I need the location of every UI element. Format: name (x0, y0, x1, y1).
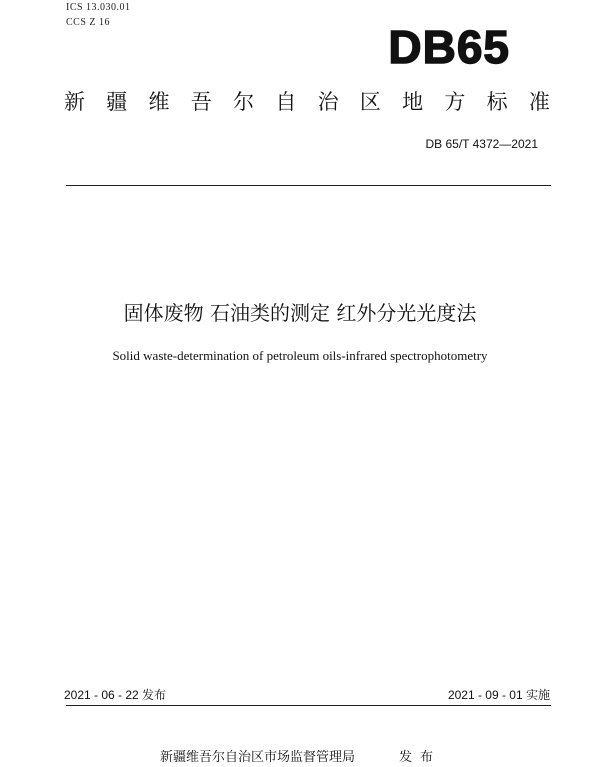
bottom-divider (66, 705, 551, 706)
standard-type-char: 吾 (190, 90, 212, 114)
document-title-english: Solid waste-determination of petroleum oils-infrared spectrophotometry (112, 348, 488, 363)
standard-type-char: 新 (64, 90, 85, 114)
standard-type-heading (64, 88, 550, 116)
db65-logo: DB65 (388, 21, 510, 73)
standard-number: DB 65/T 4372—2021 (425, 137, 538, 151)
standard-type-char: 治 (317, 90, 339, 114)
standard-type-char: 维 (148, 90, 170, 114)
implementation-date: 2021 - 09 - 01 实施 (447, 688, 550, 702)
standard-type-char: 地 (402, 90, 424, 114)
standard-type-char: 自 (275, 90, 297, 114)
standard-type-char: 区 (359, 90, 381, 114)
publish-label: 发布 (399, 750, 442, 765)
standard-type-char: 疆 (106, 90, 128, 114)
standard-type-char: 准 (528, 90, 550, 114)
ccs-code: CCS Z 16 (66, 17, 111, 28)
issue-date: 2021 - 06 - 22 发布 (64, 688, 167, 702)
standard-type-char: 尔 (233, 90, 255, 114)
document-title-chinese: 固体废物 石油类的测定 红外分光光度法 (123, 301, 477, 325)
ics-code: ICS 13.030.01 (66, 2, 131, 13)
standard-type-char: 方 (444, 90, 466, 114)
top-divider (66, 185, 551, 186)
standard-type-char: 标 (486, 90, 508, 114)
publisher-name: 新疆维吾尔自治区市场监督管理局 (160, 750, 356, 765)
